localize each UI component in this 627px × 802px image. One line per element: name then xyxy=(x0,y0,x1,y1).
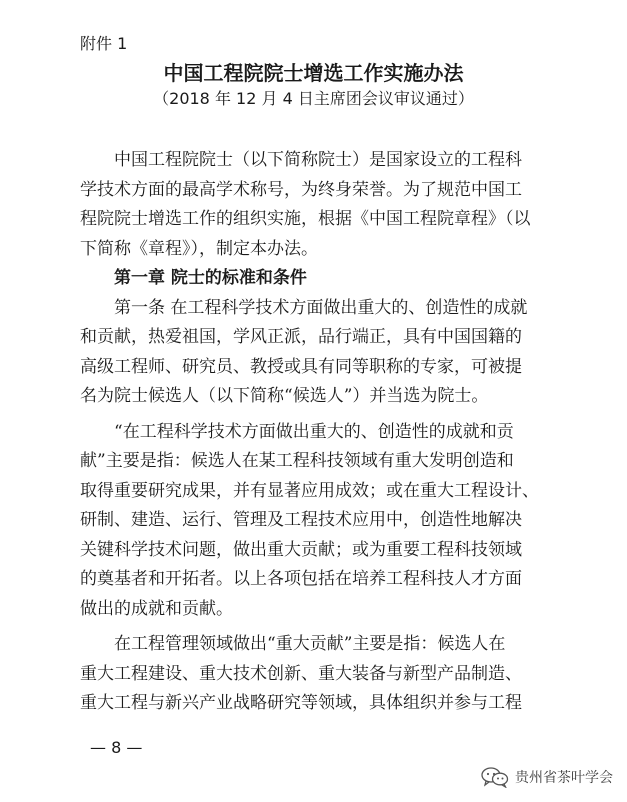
body-line: 关键科学技术问题，做出重大贡献；或为重要工程科技领域 xyxy=(80,539,522,560)
body-line: 献”主要是指：候选人在某工程科技领域有重大发明创造和 xyxy=(80,451,514,471)
source-watermark xyxy=(480,766,613,788)
body-line: 和贡献，热爱祖国，学风正派，品行端正，具有中国国籍的 xyxy=(80,327,522,347)
attachment-label: 附件 1 xyxy=(80,34,128,53)
document-subtitle: （2018 年 12 月 4 日主席团会议审议通过） xyxy=(153,89,474,108)
body-line: 重大工程与新兴产业战略研究等领域，具体组织并参与工程 xyxy=(80,693,522,713)
body-line: 下简称《章程》），制定本办法。 xyxy=(80,238,318,259)
body-line: “在工程科学技术方面做出重大的、创造性的成就和贡 xyxy=(80,421,514,442)
page-number: — 8 — xyxy=(90,738,143,757)
document-title: 中国工程院院士增选工作实施办法 xyxy=(163,61,464,85)
body-text xyxy=(80,146,560,719)
body-line: 高级工程师、研究员、教授或具有同等职称的专家，可被提 xyxy=(80,356,522,377)
wechat-icon xyxy=(480,766,510,788)
body-line: 研制、建造、运行、管理及工程技术应用中，创造性地解决 xyxy=(80,510,522,530)
body-line: 程院院士增选工作的组织实施，根据《中国工程院章程》（以 xyxy=(80,209,531,229)
chapter-heading: 第一章 院士的标准和条件 xyxy=(80,268,307,288)
body-line: 的奠基者和开拓者。以上各项包括在培养工程科技人才方面 xyxy=(80,569,522,589)
body-line: 第一条 在工程科学技术方面做出重大的、创造性的成就 xyxy=(80,297,528,318)
body-line: 重大工程建设、重大技术创新、重大装备与新型产品制造、 xyxy=(80,663,522,684)
body-line: 做出的成就和贡献。 xyxy=(80,598,233,619)
body-line: 名为院士候选人（以下简称“候选人”）并当选为院士。 xyxy=(80,386,489,406)
body-line: 学技术方面的最高学术称号，为终身荣誉。为了规范中国工 xyxy=(80,179,522,200)
watermark-text: 贵州省茶叶学会 xyxy=(515,770,613,786)
body-line: 中国工程院院士（以下简称院士）是国家设立的工程科 xyxy=(80,150,522,170)
body-line: 取得重要研究成果，并有显著应用成效；或在重大工程设计、 xyxy=(80,480,539,501)
body-line: 在工程管理领域做出“重大贡献”主要是指：候选人在 xyxy=(80,634,506,654)
